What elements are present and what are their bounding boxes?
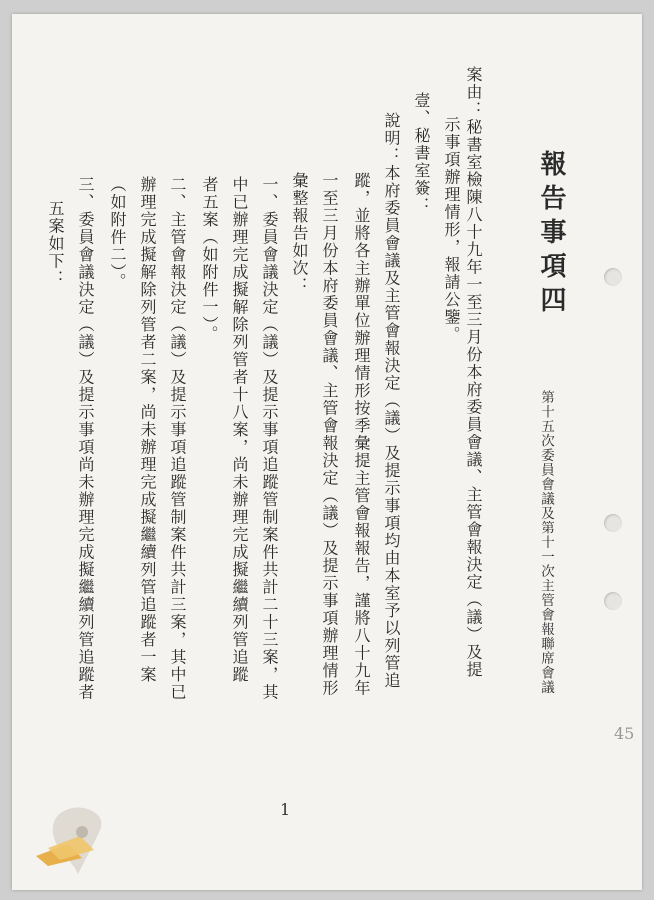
punch-hole bbox=[604, 592, 622, 610]
archive-number: 45 bbox=[614, 724, 635, 743]
text-line: 三、委員會議決定（議）及提示事項尚未辦理完成擬繼續列管追蹤者 bbox=[76, 176, 95, 701]
page-number: 1 bbox=[280, 800, 291, 819]
document-title: 報告事項四 bbox=[536, 150, 566, 320]
text-line: 說明：本府委員會議及主管會報決定（議）及提示事項均由本室予以列管追 bbox=[382, 112, 401, 690]
text-line: 壹、秘書室簽： bbox=[412, 92, 431, 215]
punch-hole bbox=[604, 268, 622, 286]
text-line: 彙整報告如次： bbox=[290, 172, 309, 295]
text-line: 者五案（如附件一）。 bbox=[200, 176, 219, 343]
text-line: 一至三月份本府委員會議、主管會報決定（議）及提示事項辦理情形 bbox=[320, 172, 339, 697]
text-line: 五案如下： bbox=[46, 200, 65, 288]
text-line: 中已辦理完成擬解除列管者十八案，尚未辦理完成擬繼續列管追蹤 bbox=[230, 176, 249, 684]
archive-logo-icon bbox=[28, 800, 128, 880]
text-line: （如附件二）。 bbox=[108, 176, 127, 291]
text-line: 蹤，並將各主辦單位辦理情形按季彙提主管會報報告，謹將八十九年 bbox=[352, 172, 371, 697]
text-line: 案由：秘書室檢陳八十九年一至三月份本府委員會議、主管會報決定（議）及提 bbox=[464, 66, 483, 679]
document-subtitle: 第十五次委員會議及第十一次主管會報聯席會議 bbox=[538, 390, 554, 695]
text-line: 示事項辦理情形，報請公鑒。 bbox=[442, 116, 461, 344]
text-line: 辦理完成擬解除列管者二案，尚未辦理完成擬繼續列管追蹤者一案 bbox=[138, 176, 157, 684]
punch-hole bbox=[604, 514, 622, 532]
text-line: 一、委員會議決定（議）及提示事項追蹤管制案件共計二十三案，其 bbox=[260, 176, 279, 701]
text-line: 二、主管會報決定（議）及提示事項追蹤管制案件共計三案，其中已 bbox=[168, 176, 187, 701]
